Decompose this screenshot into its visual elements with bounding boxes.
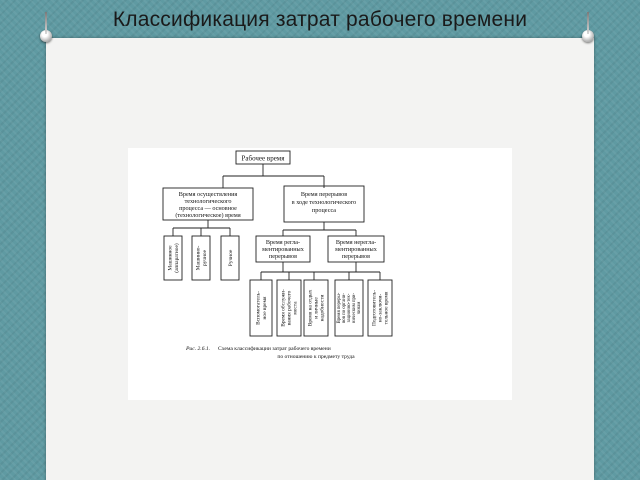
leaf-org-breaks-line: зационно-тех- <box>347 293 352 323</box>
regulated-breaks-line: перерывов <box>268 253 298 260</box>
caption-line: по отношению к предмету труда <box>277 354 355 360</box>
main-time-line: технологического <box>184 198 232 205</box>
leaf-org-breaks-line: Время переры- <box>337 292 342 324</box>
unregulated-breaks-line: перерывов <box>341 253 371 260</box>
pushpin-icon <box>582 30 594 42</box>
leaf-rest-line: надобности <box>319 294 326 322</box>
breaks-time-line: Время перерывов <box>300 191 348 198</box>
main-time-line: (технологическое) время <box>175 212 241 219</box>
leaf-machine-manual-line: ручное <box>202 249 208 267</box>
leaf-rest-line: Время на отдых <box>307 289 314 327</box>
leaf-workplace-service-line: Время обслужи- <box>280 289 287 327</box>
main-time-line: процесса — основное <box>179 205 237 212</box>
leaf-machine-manual-line: Машинно- <box>195 245 202 271</box>
leaf-org-breaks-line: вов по органи- <box>342 293 347 323</box>
unregulated-breaks-line: Время нерегла- <box>335 239 377 246</box>
regulated-breaks-line: Время регла- <box>265 239 301 246</box>
leaf-manual-line: Ручное <box>228 249 234 267</box>
leaf-machine-line: (аппаратное) <box>174 243 180 273</box>
leaf-auxiliary-line: Вспомогатель- <box>255 291 262 325</box>
slide-title: Классификация затрат рабочего времени <box>112 8 528 31</box>
leaf-preparatory-line: Подготовитель- <box>371 290 378 326</box>
leaf-rest-line: и личные <box>313 297 320 319</box>
leaf-workplace-service-line: места <box>292 301 299 315</box>
main-time-line: Время осуществления <box>178 191 238 198</box>
leaf-org-breaks-line: чинам <box>357 301 362 315</box>
caption-line: Схема классификации затрат рабочего времени <box>218 346 331 352</box>
root-label: Рабочее время <box>241 154 285 163</box>
leaf-preparatory-line: но-заключи- <box>377 293 384 323</box>
leaf-machine-line: Машинное <box>167 245 174 271</box>
classification-diagram <box>128 148 512 400</box>
leaf-auxiliary-line: ное время <box>262 296 268 320</box>
leaf-org-breaks-line: ническим при- <box>352 292 357 324</box>
leaf-preparatory-line: тельное время <box>383 291 390 325</box>
scanned-diagram-image <box>128 148 512 400</box>
figure-caption <box>185 345 355 360</box>
unregulated-breaks-line: ментированных <box>335 246 377 253</box>
leaf-workplace-service-line: вания рабочего <box>286 290 293 326</box>
breaks-time-line: в ходе технологического <box>291 199 357 206</box>
breaks-time-line: процесса <box>311 207 337 214</box>
pushpin-icon <box>40 30 52 42</box>
caption-label: Рис. 2.6.1. <box>186 346 211 352</box>
regulated-breaks-line: ментированных <box>262 246 304 253</box>
